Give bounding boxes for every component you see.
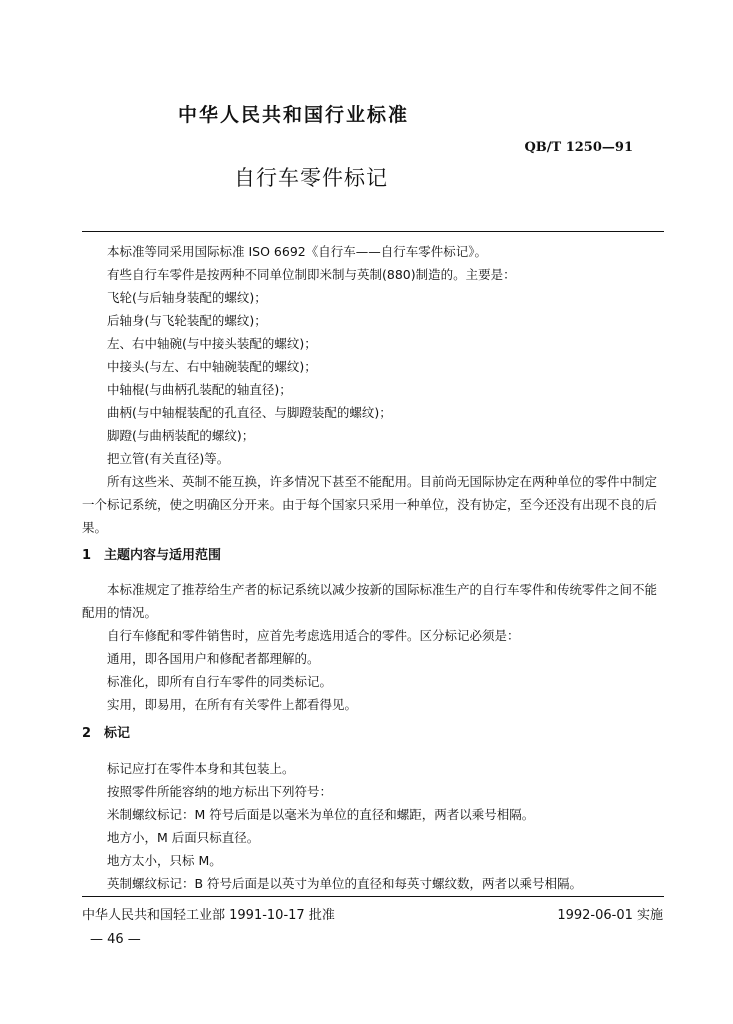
section-1-line: 实用，即易用，在所有有关零件上都看得见。 — [107, 697, 358, 712]
section-2-title: 标记 — [104, 726, 131, 741]
intro-item: 脚蹬(与曲柄装配的螺纹)； — [107, 428, 255, 443]
standard-title: 中华人民共和国行业标准 — [178, 104, 410, 126]
intro-item: 曲柄(与中轴棍装配的孔直径、与脚蹬装配的螺纹)； — [107, 405, 392, 420]
section-2-line: 地方太小，只标 M。 — [107, 853, 222, 868]
intro-item: 飞轮(与后轴身装配的螺纹)； — [107, 290, 267, 305]
intro-item: 中轴棍(与曲柄孔装配的轴直径)； — [107, 382, 292, 397]
section-1-heading — [82, 544, 221, 567]
intro-item: 中接头(与左、右中轴碗装配的螺纹)； — [107, 359, 317, 374]
top-divider — [82, 231, 664, 232]
section-2-line: 标记应打在零件本身和其包装上。 — [107, 761, 295, 776]
intro-line-2: 有些自行车零件是按两种不同单位制即米制与英制(880)制造的。主要是： — [107, 267, 516, 282]
intro-item: 左、右中轴碗(与中接头装配的螺纹)； — [107, 336, 317, 351]
section-2-line: 地方小，M 后面只标直径。 — [107, 830, 260, 845]
section-1-line: 自行车修配和零件销售时，应首先考虑选用适合的零件。区分标记必须是： — [107, 628, 520, 643]
section-1-line: 通用，即各国用户和修配者都理解的。 — [107, 651, 320, 666]
section-1-number: 1 — [82, 548, 92, 563]
section-1-line: 标准化，即所有自行车零件的同类标记。 — [107, 674, 333, 689]
intro-line-1: 本标准等同采用国际标准 ISO 6692《自行车——自行车零件标记》。 — [107, 244, 487, 259]
section-2-number: 2 — [82, 726, 92, 741]
document-title: 自行车零件标记 — [234, 166, 388, 190]
bottom-divider — [82, 896, 664, 897]
page-number: — 46 — — [90, 932, 141, 947]
implementation-date: 1992-06-01 实施 — [557, 908, 663, 923]
section-2-line: 按照零件所能容纳的地方标出下列符号： — [107, 784, 333, 799]
intro-item: 把立管(有关直径)等。 — [107, 451, 230, 466]
approval-note: 中华人民共和国轻工业部 1991-10-17 批准 — [82, 908, 335, 923]
intro-item: 后轴身(与飞轮装配的螺纹)； — [107, 313, 267, 328]
section-1-title: 主题内容与适用范围 — [104, 548, 222, 563]
standard-code: QB/T 1250—91 — [524, 140, 633, 155]
section-2-line: 英制螺纹标记：B 符号后面是以英寸为单位的直径和每英寸螺纹数，两者以乘号相隔。 — [107, 876, 583, 891]
section-2-heading — [82, 722, 130, 745]
intro-paragraph: 所有这些米、英制不能互换，许多情况下甚至不能配用。目前尚无国际协定在两种单位的零件中制定一个标记系统，使之明确区分开来。由于每个国家只采用一种单位，没有协定，至今还没有出现不良的后果。 — [82, 474, 658, 535]
section-1-paragraph: 本标准规定了推荐给生产者的标记系统以减少按新的国际标准生产的自行车零件和传统零件之间不能配用的情况。 — [82, 582, 658, 620]
section-2-line: 米制螺纹标记：M 符号后面是以毫米为单位的直径和螺距，两者以乘号相隔。 — [107, 807, 535, 822]
